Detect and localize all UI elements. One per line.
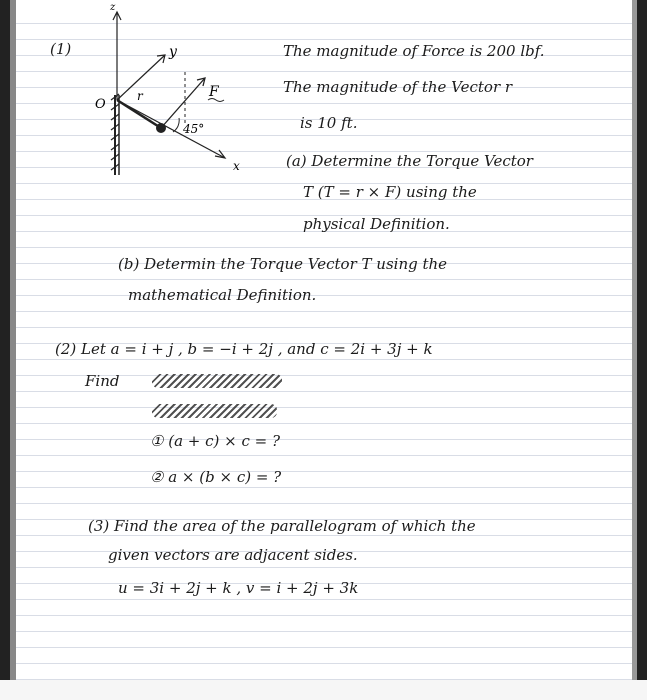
- given-line-3: is 10 ft.: [300, 114, 358, 132]
- problem-1-number: (1): [50, 40, 72, 58]
- crossed-out-item: [152, 374, 282, 388]
- force-label: F: [209, 84, 219, 100]
- given-line-1: The magnitude of Force is 200 lbf.: [283, 42, 545, 60]
- problem-3-line-1: (3) Find the area of the parallelogram of which the: [88, 517, 476, 535]
- problem-2-statement: (2) Let a = i + j , b = −i + 2j , and c = 2i + 3j + k: [55, 340, 433, 358]
- find-label: Find: [85, 372, 120, 390]
- x-axis-label: x: [233, 159, 240, 173]
- part-a-line-1: (a) Determine the Torque Vector: [286, 152, 533, 170]
- given-line-2: The magnitude of the Vector r: [283, 78, 513, 96]
- x-axis: [117, 100, 225, 158]
- y-axis-label: y: [169, 44, 177, 60]
- r-label: r: [137, 89, 143, 103]
- r-vector: [117, 100, 161, 128]
- page-shadow-left: [10, 0, 16, 700]
- page-bottom-band: [0, 680, 647, 700]
- page-edge-right: [637, 0, 647, 700]
- part-b-line-2: mathematical Definition.: [128, 286, 317, 304]
- problem-2-item-1: ① (a + c) × c = ?: [150, 432, 281, 450]
- problem-3-vectors: u = 3i + 2j + k , v = i + 2j + 3k: [118, 579, 359, 597]
- part-a-line-2: T (T = r × F) using the: [303, 183, 477, 201]
- page-shadow-right: [632, 0, 637, 700]
- page-edge-left: [0, 0, 10, 700]
- angle-label: 45°: [183, 122, 205, 136]
- force-vector: [161, 78, 205, 128]
- origin-label: O: [95, 97, 106, 112]
- z-axis-label: z: [110, 2, 116, 13]
- part-b-line-1: (b) Determin the Torque Vector T using the: [118, 255, 448, 273]
- crossed-out-item: [152, 404, 277, 418]
- problem-3-line-2: given vectors are adjacent sides.: [108, 546, 358, 564]
- torque-diagram: [85, 0, 255, 185]
- part-a-line-3: physical Definition.: [303, 215, 450, 233]
- problem-2-item-2: ② a × (b × c) = ?: [150, 468, 282, 486]
